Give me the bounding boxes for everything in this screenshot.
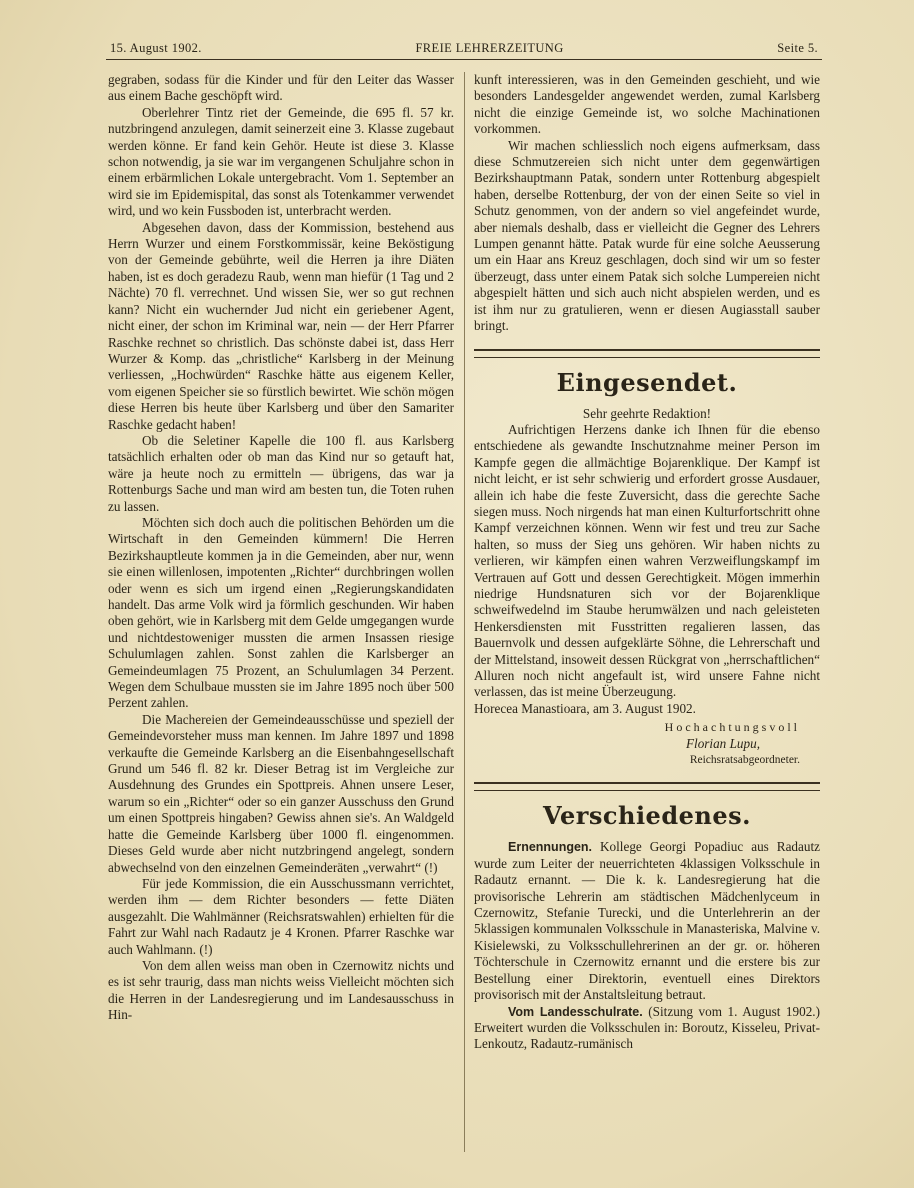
paragraph: Ob die Seletiner Kapelle die 100 fl. aus Karlsberg tatsächlich erhalten oder ob man das Kind nur so getauft hat, wäre ja heute noch zu ermitteln — übrigens, das war ja Rottenburgs Sache und man wird am besten tun, die Toten ruhen zu lassen. [108, 432, 454, 514]
paragraph: Möchten sich doch auch die politischen Behörden um die Wirtschaft in den Gemeinden kümmern! Die Herren Bezirkshauptleute kommen ja in die Gemeinden, aber nur, wenn sie einen willenlosen, impotenten „Richter“ durchbringen wollen oder wenn es sich um irgend einen „Regierungskandidaten handelt. Das arme Volk wird ja förmlich geschunden. Wir haben oben gehört, wie in Karlsberg mit dem Gelde umgegangen wurde und nichtdestoweniger mussten die armen Insassen riesige Schulumlagen zahlen. Sonst zahlen die Karlsberger an Gemeindeumlagen 75 Prozent, an Schulumlagen 34 Perzent. Wegen dem Schulbaue mussten sie im Jahre 1895 noch über 500 Perzent zahlen. [108, 514, 454, 711]
right-column [474, 72, 820, 1053]
column-divider [464, 72, 465, 1152]
header-rule [106, 59, 822, 60]
paragraph: Die Machereien der Gemeindeausschüsse und speziell der Gemeindevorsteher muss man kennen. Im Jahre 1897 und 1898 verkaufte die Gemeinde Karlsberg an die Eisenbahngesellschaft Grund um 546 fl. 82 kr. Dieser Betrag ist im Vergleiche zur Ausdehnung des Grundes ein Spottpreis. Ahnen unsere Leser, warum so ein „Richter“ oder so ein ganzer Ausschuss den Grund um einen Spottpreis hingaben? Gewiss ahnen sie's. An Waldgeld hatte die Gemeinde Karlsberg über 1000 fl. eingenommen. Dieses Geld wurde aber nicht nutzbringend angelegt, sondern abwechselnd von den einzelnen Gemeinderäten „verwahrt“ (!) [108, 711, 454, 875]
paragraph: Wir machen schliesslich noch eigens aufmerksam, dass diese Schmutzereien sich nicht unter dem gegenwärtigen Bezirkshauptmann Patak, sondern unter Rottenburg abgespielt haben, derselbe Rottenburg, der von der einen Seite so viel in Schutz genommen, von der andern so viel angefeindet wurde, aber niemals deshalb, dass er vielleicht die Gegner des Lehrers Lumpen genannt hätte. Patak wurde für eine solche Aeusserung um ein Haar ans Kreuz geschlagen, doch sind wir um so fester überzeugt, dass unter einem Patak sich solche Lumpereien nicht abgespielt hätten und sich auch nicht abspielen werden, und es ist ihm nur zu gratulieren, wenn er diesen Augiasstall sauber bringt. [474, 137, 820, 334]
section-title-verschiedenes: Verschiedenes. [543, 801, 751, 831]
news-item [474, 839, 820, 1003]
paragraph: Von dem allen weiss man oben in Czernowitz nichts und es ist sehr traurig, dass man nichts weiss Vielleicht möchten sich die Herren in der Landesregierung und im Landesausschuss in Hin- [108, 957, 454, 1023]
section-rule [474, 349, 820, 358]
header-page-number: Seite 5. [777, 40, 818, 55]
letter-salutation: Sehr geehrte Redaktion! [582, 405, 712, 421]
paragraph: gegraben, sodass für die Kinder und für den Leiter das Wasser aus einem Bache geschöpft wird. [108, 72, 454, 104]
header-date: 15. August 1902. [110, 40, 202, 55]
letter-place-date: Horecea Manastioara, am 3. August 1902. [474, 700, 696, 716]
paragraph: Für jede Kommission, die ein Ausschussmann verrichtet, werden ihm — dem Richter besonders — fette Diäten ausgezahlt. Die Wahlmänner (Reichsratswahlen) erhielten für die Fahrt zur Wahl nach Radautz je 4 Kronen. Pfarrer Raschke war auch Wahlmann. (!) [108, 875, 454, 957]
paragraph: Oberlehrer Tintz riet der Gemeinde, die 695 fl. 57 kr. nutzbringend anzulegen, damit seinerzeit eine 3. Klasse zugebaut werden könne. Er fand kein Gehör. Heute ist diese 3. Klasse schon notwendig, ja sie war im vergangenen Schuljahre schon in einem erbärmlichen Lokale untergebracht. Vom 1. September an wird sie im Epidemispital, das sonst als Totenkammer verwendet wird, und wo kein Fussboden ist, unterbracht werden. [108, 104, 454, 219]
paragraph: kunft interessieren, was in den Gemeinden geschieht, und wie besonders Landesgelder angewendet werden, zumal Karlsberg nicht die einzige Gemeinde ist, wo solche Machinationen vorkommen. [474, 72, 820, 137]
header-title: FREIE LEHRERZEITUNG [415, 40, 564, 55]
left-column [108, 72, 454, 1024]
news-item-text: (Sitzung vom 1. August 1902.) Erweitert wurden die Volksschulen in: Boroutz, Kisseleu, Privat-Lenkoutz, Radautz-rumänisch [474, 1003, 820, 1052]
news-item [474, 1004, 820, 1053]
paragraph: Abgesehen davon, dass der Kommission, bestehend aus Herrn Wurzer und einem Forstkommissär, keine Beköstigung von der Gemeinde gebührte, weil die Herren ja ihre Diäten haben, ist es doch geradezu Raub, wenn man hiefür (1 Tag und 2 Nächte) 70 fl. verrechnet. Und wissen Sie, wer so gut rechnen kann? Nicht ein wuchernder Jud nicht ein geriebener Agent, nicht einer, der schon im Kriminal war, nein — der Herr Pfarrer Raschke rechnet so christlich. Das schönste dabei ist, dass Herr Wurzer & Komp. das „christliche“ Karlsberg in der Meinung verliessen, „Hochwürden“ Raschke hätte aus eigenem Keller, vom eigenen Speicher sie so fürstlich bewirtet. Wie schön mögen diese Herren bis heute über Karlsberg und über den Samariter Raschke gedacht haben! [108, 219, 454, 432]
section-title-eingesendet: Eingesendet. [556, 367, 738, 397]
news-item-heading: Ernennungen. [508, 840, 593, 855]
letter-signature-name: Florian Lupu, [685, 735, 760, 751]
section-rule [474, 782, 820, 791]
news-item-text: Kollege Georgi Popadiuc aus Radautz wurde zum Leiter der neuerrichteten 4klassigen Volksschule in Radautz ernannt. — Die k. k. Landesregierung hat die provisorische Lehrerin am städtischen Mädchenlyceum in Czernowitz, Stefanie Turecki, und die Unterlehrerin an der 5klassigen kommunalen Volksschule in Manasteriska, Malvine v. Kisielewski, zu Volksschullehrerinen an der gr. or. höheren Töchterschule in Czernowitz ernannt und die erstere bis zur Bestellung einer Direktorin, eventuell eines Direktors provisorisch mit der Anstaltsleitung betraut. [474, 839, 820, 1003]
page-header [110, 38, 818, 58]
letter-signature-title: Reichsratsabgeordneter. [689, 754, 800, 767]
letter-body: Aufrichtigen Herzens danke ich Ihnen für die ebenso entschiedene als gewandte Inschutznahme meiner Person im Kampfe gegen die allmächtige Bojarenklique. Der Kampf ist nicht leicht, er ist sehr schwierig und erfordert grosse Ausdauer, allein ich habe die feste Zuversicht, dass die gerechte Sache siegen muss. Noch nirgends hat man einen Kulturfortschritt ohne Kampf verzeichnen können. Wenn wir fest und treu zur Sache halten, so muss der Sieg uns gehören. Wir haben nichts zu verlieren, wir kämpfen einen wahren Verzweiflungskampf im Vertrauen auf Gott und dessen Gerechtigkeit. Mögen immerhin niedrige Hundsnaturen sich vor der Bojarenklique schweifwedelnd im Staube herumwälzen und nach geleisteten Henkersdiensten mit Fusstritten regalieren lassen, das Bauernvolk und dessen aufgeklärte Söhne, die Lehrerschaft und der Mittelstand, insoweit dessen Rückgrat von „herrschaftlichen“ Alluren noch nicht angefault ist, wird unsere Fahne nicht verlassen, das ist meine Überzeugung. [474, 421, 820, 700]
letter-greeting: Hochachtungsvoll [664, 720, 800, 735]
news-item-heading: Vom Landesschulrate. [508, 1004, 643, 1019]
